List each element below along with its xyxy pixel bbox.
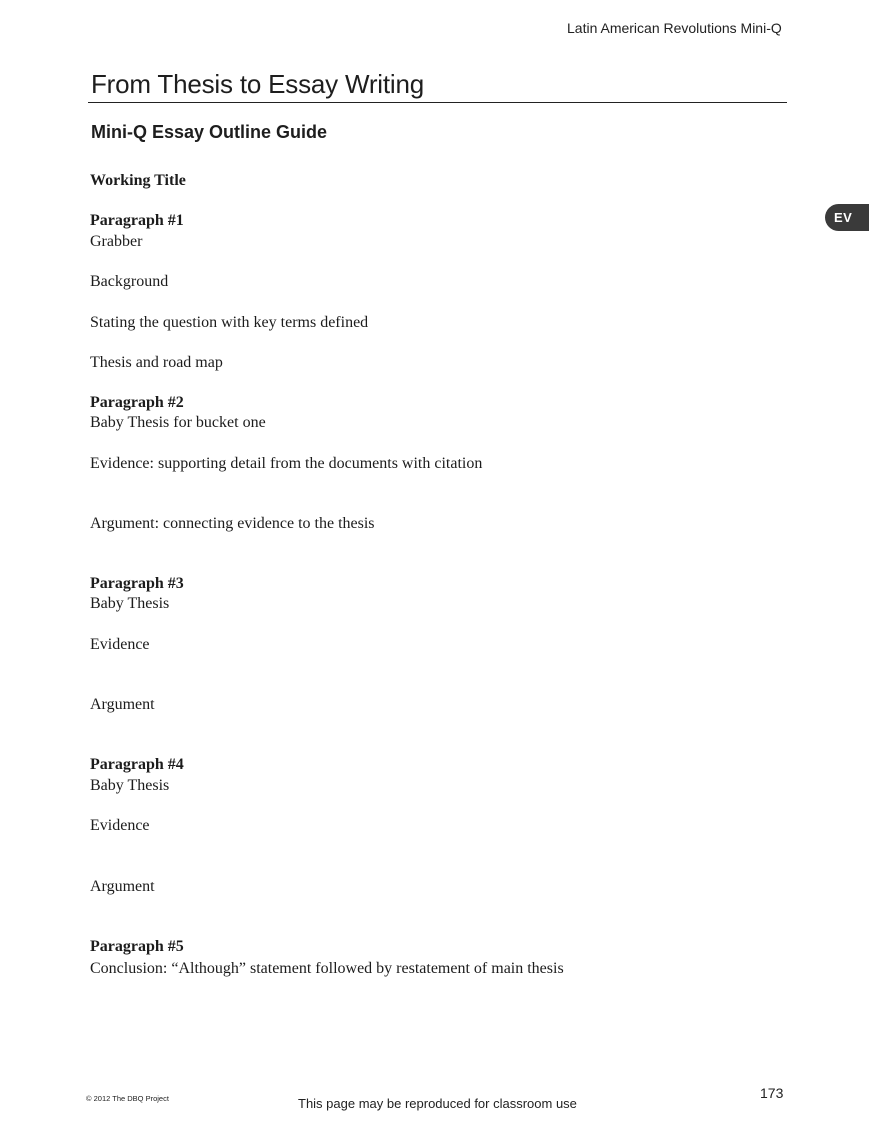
paragraph-4-item: Evidence: [90, 817, 150, 834]
paragraph-4-item: Argument: [90, 878, 155, 895]
footer-reproduction-note: This page may be reproduced for classroom use: [298, 1096, 577, 1111]
title-divider: [88, 102, 787, 103]
working-title-heading: Working Title: [90, 172, 186, 189]
paragraph-1-item: Background: [90, 273, 169, 290]
paragraph-5-item: Conclusion: “Although” statement followed by restatement of main thesis: [90, 960, 564, 977]
paragraph-1-item: Stating the question with key terms defined: [90, 314, 369, 331]
paragraph-5-heading: Paragraph #5: [90, 938, 184, 955]
outline-guide-subtitle: Mini-Q Essay Outline Guide: [91, 122, 328, 142]
running-header: Latin American Revolutions Mini-Q: [567, 20, 782, 36]
paragraph-3-item: Evidence: [90, 636, 150, 653]
page-number: 173: [760, 1085, 784, 1101]
paragraph-3-item: Argument: [90, 696, 155, 713]
section-tab-ev: EV: [825, 204, 869, 231]
paragraph-4-heading: Paragraph #4: [90, 756, 184, 773]
paragraph-1-item: Thesis and road map: [90, 354, 223, 371]
paragraph-2-heading: Paragraph #2: [90, 394, 184, 411]
paragraph-3-heading: Paragraph #3: [90, 575, 184, 592]
paragraph-4-item: Baby Thesis: [90, 777, 170, 794]
paragraph-3-item: Baby Thesis: [90, 595, 170, 612]
paragraph-2-item: Evidence: supporting detail from the documents with citation: [90, 455, 483, 472]
paragraph-1-item: Grabber: [90, 233, 143, 250]
paragraph-2-item: Argument: connecting evidence to the thesis: [90, 515, 375, 532]
page-title: From Thesis to Essay Writing: [91, 69, 424, 99]
footer-copyright: © 2012 The DBQ Project: [86, 1094, 169, 1103]
paragraph-1-heading: Paragraph #1: [90, 212, 184, 229]
paragraph-2-item: Baby Thesis for bucket one: [90, 414, 266, 431]
